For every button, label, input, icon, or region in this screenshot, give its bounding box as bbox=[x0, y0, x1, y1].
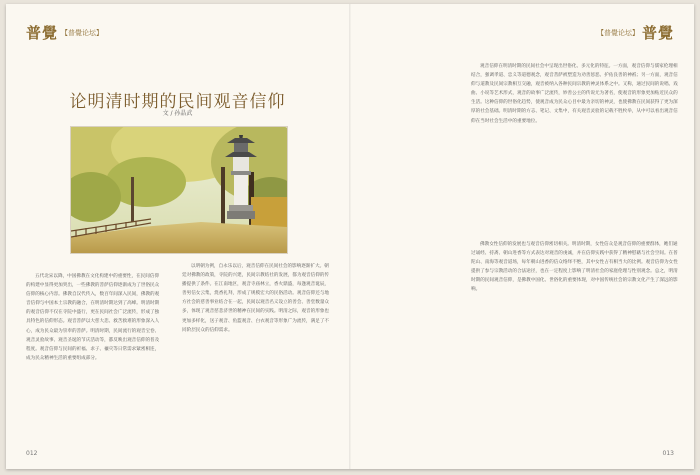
left-page-header bbox=[26, 22, 103, 43]
body-paragraph: 以明朝为例，自永乐以后，观音信仰在民间社会的影响逐渐扩大。朝廷对佛教的政策，寺院的兴建，民间宗教结社的发展，都为观音信仰的传播提供了条件。在江南地区，观音寺庙林立，香火鼎盛，每逢观音诞辰，善男信女云集，烧香礼拜，形成了规模宏大的民俗活动。观音信仰还与地方社会的慈善事业结合在一起，民间以观音名义设立的善会、善堂数量众多，体现了观音慈悲济世的精神在民间的实践。明清之际，观音的形象也更加多样化，送子观音、鱼篮观音、白衣观音等形象广为流传，满足了不同阶层民众的信仰需求。 bbox=[182, 264, 330, 333]
body-paragraph: 观音信仰在明清时期的民间社会中呈现出世俗化、多元化的特征。一方面，观音信仰与儒家伦理相结合，强调孝道、忠义等道德观念，观音菩萨被塑造为劝善惩恶、护佑良善的神祇；另一方面，观音信仰与道教及民间宗教相互交融，观音被纳入各种民间宗教的神灵体系之中。又称，通过民间的说唱、戏曲、小说等艺术形式，观音的故事广泛流传，妙善公主的传说尤为著名，使观音的形象更加贴近民众的生活。这种信仰的世俗化趋势，使观音成为民众心目中最为亲切的神灵，也使佛教在民间获得了更为深厚的社会基础。明清时期的方志、笔记、文集中，有关观音灵验的记载不胜枚举，从中可以看出观音信仰在当时社会生活中的重要地位。 bbox=[471, 64, 678, 124]
article-title: 论明清时期的民间观音信仰 bbox=[69, 92, 286, 112]
right-column-2 bbox=[471, 240, 681, 440]
page-number-left: 012 bbox=[26, 450, 38, 457]
body-paragraph: 五代北宋以降，中国佛教在文化构建中的重要性，在民间信仰的构建中显得更加突出，一些佛教的菩萨信仰逐渐成为了世俗民众信仰的核心内容。佛教自汉代传入，数百年间深入民间，佛教的观音信仰与中国本土宗教的融合，在明清时期达到了高峰。明清时期的观音信仰不仅在寺院中盛行，更在民间社会广泛流传，形成了独具特色的信仰形态。观音菩萨以大慈大悲、救苦救难的形象深入人心，成为民众最为崇奉的菩萨。明清时期，民间流行的观音宝卷、观音灵验故事、观音圣诞的节庆活动等，都反映出观音信仰的普及程度。观音信仰与民间的祈福、求子、禳灾等日常需求紧密相连，成为民众精神生活的重要组成部分。 bbox=[26, 274, 160, 361]
article-byline: 文 / 孙晶武 bbox=[162, 110, 193, 117]
right-column-1 bbox=[471, 62, 681, 232]
left-column-2 bbox=[182, 262, 332, 448]
temple-photo bbox=[70, 126, 288, 254]
temple-illustration bbox=[71, 127, 287, 253]
left-page bbox=[6, 4, 349, 469]
right-page bbox=[351, 4, 694, 469]
magazine-logo: 普覺 bbox=[26, 24, 59, 42]
magazine-logo: 普覺 bbox=[641, 24, 674, 42]
magazine-spread bbox=[6, 4, 694, 469]
page-number-right: 013 bbox=[662, 450, 674, 457]
body-paragraph: 佛教女性信仰的发展也与观音信仰密切相关。明清时期，女性信众是观音信仰的重要群体，她们通过诵经、持斋、朝山进香等方式表达对观音的虔诚，并在信仰实践中获得了精神慰藉与社会空间。在普陀山、南海等观音道场，每年朝山进香的信众络绎不绝，其中女性占有相当大的比例。观音信仰为女性提供了参与宗教活动的合法途径，也在一定程度上影响了明清社会的家庭伦理与性别观念。总之，明清时期的民间观音信仰，是佛教中国化、世俗化的重要体现，对中国传统社会的宗教文化产生了深远的影响。 bbox=[471, 242, 678, 293]
right-page-header bbox=[597, 22, 674, 43]
left-column-1 bbox=[26, 272, 161, 448]
section-label: 【普覺论坛】 bbox=[596, 28, 639, 37]
section-label: 【普覺论坛】 bbox=[61, 28, 104, 37]
